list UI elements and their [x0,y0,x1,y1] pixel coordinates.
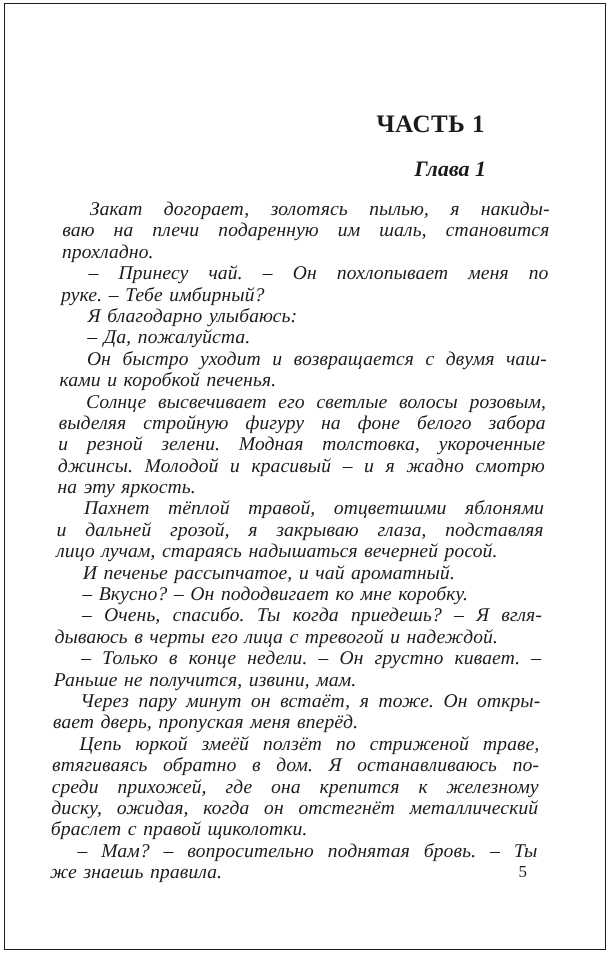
paragraph [57,392,546,499]
text-line: ваю на плечи подаренную им шаль, становится [62,220,550,242]
paragraph [56,498,544,562]
text-line: же знаешь правила. [49,862,223,884]
text-line: – Очень, спасибо. Ты когда приедешь? – Я вгля- [81,605,543,627]
paragraph [50,841,538,884]
text-line: И печенье рассыпчатое, и чай ароматный. [82,562,456,584]
text-line: – Да, пожалуйста. [87,327,251,349]
paragraph [62,199,550,263]
text-line: руке. – Тебе имбирный? [60,284,265,306]
paragraph [54,648,542,691]
paragraph [59,349,547,392]
text-line: – Вкусно? – Он пододвигает ко мне коробку. [82,584,469,606]
text-line: выделяя стройную фигуру на фоне белого забора [58,412,546,434]
paragraph [51,734,540,841]
text-line: – Принесу чай. – Он похлопывает меня по [88,263,549,285]
paragraph [56,563,543,584]
text-line: Пахнет тёплой травой, отцветшими яблонями [83,498,545,520]
text-line: Раньше не получится, извини, мам. [53,669,357,691]
text-line: Он быстро уходит и возвращается с двумя чаш- [86,348,548,370]
text-line: Закат догорает, золотясь пылью, я накиды- [89,199,551,220]
text-line: джинсы. Молодой и красивый – и я жадно смотрю [57,455,546,477]
body-text [50,199,550,884]
text-line: браслет с правой щиколотки. [50,819,308,841]
text-line: среди прихожей, где она крепится к железному [51,776,539,798]
text-line: – Только в конце недели. – Он грустно кивает. – [80,648,542,670]
text-line: Солнце высвечивает его светлые волосы розовым, [85,391,547,413]
paragraph [61,263,549,306]
text-line: Я благодарно улыбаюсь: [87,305,298,327]
text-line: и дальней грозой, я закрываю глаза, подставляя [56,519,544,541]
chapter-title: Глава 1 [414,156,486,181]
paragraph [61,306,548,327]
text-line: ками и коробкой печенья. [59,370,277,392]
paragraph [60,327,547,348]
text-line: лицо лучам, стараясь надышаться вечерней росой. [56,541,498,563]
text-line: – Мам? – вопросительно поднятая бровь. – Ты [77,840,538,862]
text-line: и резной зелени. Модная толстовка, укороченные [58,434,546,456]
paragraph [55,584,542,605]
paragraph [54,605,542,648]
text-line: втягиваясь обратно в дом. Я останавливаюсь по- [51,755,540,777]
text-line: прохладно. [61,241,154,263]
text-line: дываюсь в черты его лица с тревогой и надеждой. [54,626,499,648]
page-number: 5 [518,862,527,881]
text-line: диску, ожидая, когда он отстегнёт металлический [51,797,539,819]
paragraph [53,691,541,734]
text-line: вает дверь, пропуская меня вперёд. [52,712,359,734]
text-line: Через пару минут он встаёт, я тоже. Он откры- [80,690,541,712]
text-line: на эту яркость. [57,477,197,499]
part-title: ЧАСТЬ 1 [376,111,485,138]
text-line: Цепь юркой змеёй ползёт по стриженой траве, [79,733,540,755]
